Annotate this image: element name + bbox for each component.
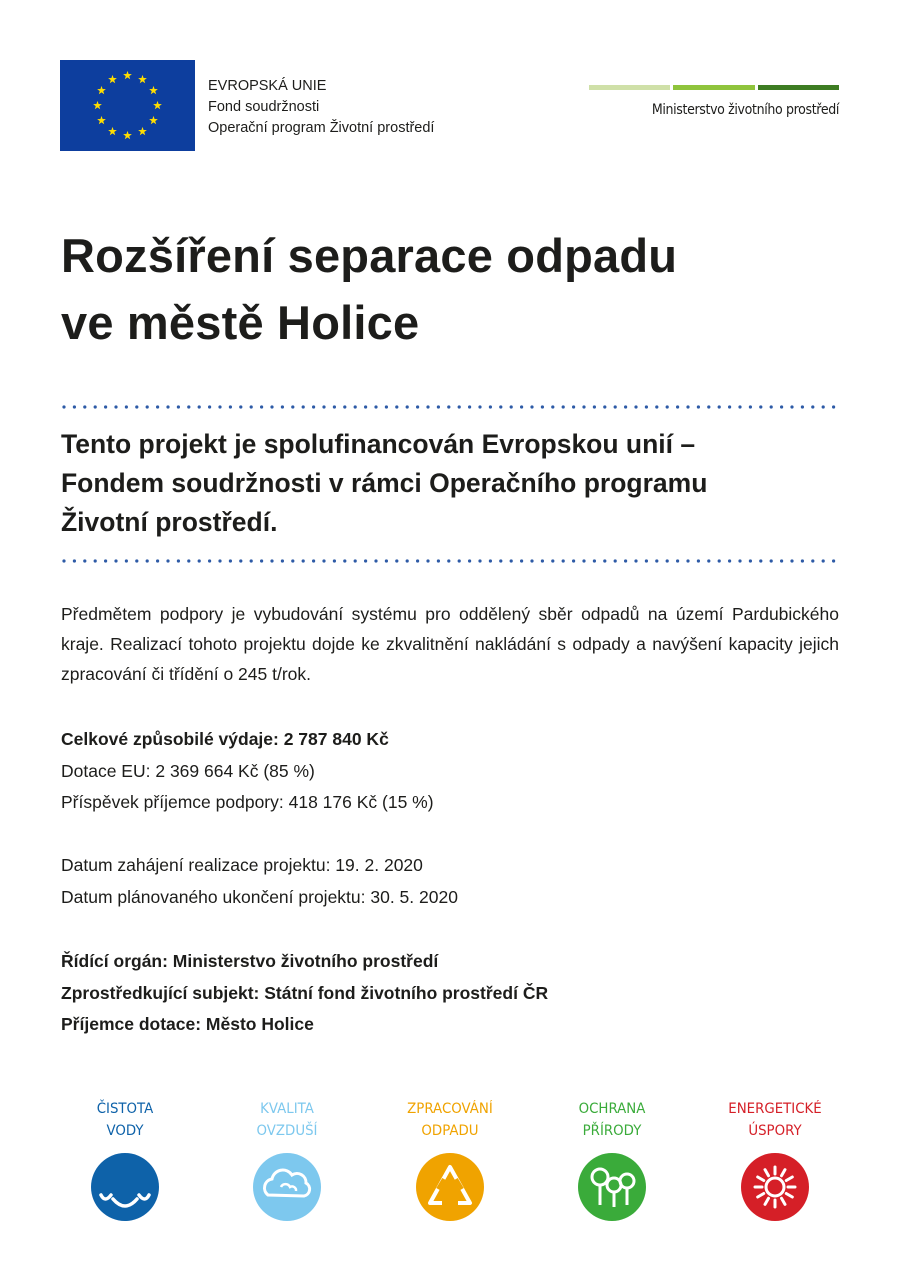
divider-dot (489, 559, 492, 562)
divider-dot (135, 405, 138, 408)
divider-dot (520, 405, 523, 408)
divider-dot (728, 405, 731, 408)
divider-dot (770, 405, 773, 408)
water-drop-icon (91, 1153, 159, 1221)
divider-dot (416, 405, 419, 408)
priority-nature (542, 1098, 682, 1226)
divider-dot (343, 559, 346, 562)
divider-dot (718, 405, 721, 408)
divider-dot (593, 405, 596, 408)
eu-line: EVROPSKÁ UNIE (208, 78, 327, 94)
divider-dot (62, 559, 65, 562)
divider-dot (426, 405, 429, 408)
divider-dot (697, 559, 700, 562)
divider-dot (614, 405, 617, 408)
recycle-triangle-icon (416, 1153, 484, 1221)
priority-label-line: ÚSPORY (748, 1123, 802, 1139)
divider-dot (468, 405, 471, 408)
divider-dot (749, 559, 752, 562)
eu-line: Fond soudržnosti (208, 99, 320, 115)
divider-dot (697, 405, 700, 408)
divider-dot (811, 559, 814, 562)
divider-dot (250, 559, 253, 562)
trees-icon (578, 1153, 646, 1221)
subtitle-line: Tento projekt je spolufinancován Evropskou unií – (61, 429, 696, 459)
divider-dot (187, 405, 190, 408)
divider-dot (94, 405, 97, 408)
divider-dot (478, 405, 481, 408)
bodies-block (61, 946, 841, 1041)
divider-dot (499, 559, 502, 562)
divider-dot (593, 559, 596, 562)
divider-dot (624, 559, 627, 562)
divider-dot (458, 405, 461, 408)
divider-dot (343, 405, 346, 408)
divider-dot (146, 559, 149, 562)
divider-dot (73, 559, 76, 562)
priority-label (386, 1098, 515, 1142)
dotted-divider (62, 559, 842, 563)
divider-dot (551, 405, 554, 408)
divider-dot (146, 405, 149, 408)
divider-dot (166, 559, 169, 562)
divider-dot (198, 405, 201, 408)
divider-dot (676, 405, 679, 408)
divider-dot (281, 405, 284, 408)
finance-block (61, 724, 841, 819)
priority-label-line: VODY (106, 1123, 144, 1139)
divider-dot (738, 559, 741, 562)
divider-dot (530, 559, 533, 562)
divider-dot (281, 559, 284, 562)
divider-dot (686, 405, 689, 408)
divider-dot (166, 405, 169, 408)
divider-dot (655, 405, 658, 408)
divider-dot (114, 559, 117, 562)
intermediary-body: Zprostředkující subjekt: Státní fond životního prostředí ČR (61, 982, 549, 1003)
eu-flag-logo (60, 60, 195, 151)
priority-water (55, 1098, 195, 1226)
priority-label-line: OVZDUŠÍ (256, 1123, 318, 1139)
divider-dot (801, 405, 804, 408)
divider-dot (333, 559, 336, 562)
divider-dot (395, 559, 398, 562)
divider-dot (437, 559, 440, 562)
divider-dot (270, 559, 273, 562)
dotted-divider (62, 405, 842, 409)
divider-dot (634, 559, 637, 562)
divider-dot (489, 405, 492, 408)
divider-dot (177, 405, 180, 408)
divider-dot (499, 405, 502, 408)
divider-dot (510, 405, 513, 408)
divider-dot (562, 559, 565, 562)
ministry-color-bars (589, 85, 839, 90)
priority-waste (380, 1098, 520, 1226)
divider-dot (354, 405, 357, 408)
divider-dot (322, 559, 325, 562)
divider-dot (780, 405, 783, 408)
divider-dot (83, 559, 86, 562)
divider-dot (198, 559, 201, 562)
project-description: Předmětem podpory je vybudování systému pro oddělený sběr odpadů na území Pardubického kraje. Realizací tohoto projektu dojde ke zkvalitnění nakládání s odpady a navýšení kapacity jejich zpracování či třídění o 245 t/rok. (61, 604, 839, 684)
divider-dot (738, 405, 741, 408)
divider-dot (218, 559, 221, 562)
eu-line: Operační program Životní prostředí (208, 120, 435, 136)
divider-dot (291, 405, 294, 408)
priority-label-line: ZPRACOVÁNÍ (407, 1101, 493, 1117)
divider-dot (374, 559, 377, 562)
divider-dot (208, 405, 211, 408)
priority-label (223, 1098, 352, 1142)
divider-dot (686, 559, 689, 562)
divider-dot (832, 559, 835, 562)
divider-dot (478, 559, 481, 562)
divider-dot (260, 559, 263, 562)
divider-dot (582, 559, 585, 562)
divider-dot (177, 559, 180, 562)
divider-dot (790, 559, 793, 562)
divider-dot (94, 559, 97, 562)
divider-dot (62, 405, 65, 408)
divider-dot (614, 559, 617, 562)
priority-label-line: ČISTOTA (96, 1101, 154, 1117)
total-costs: Celkové způsobilé výdaje: 2 787 840 Kč (61, 729, 389, 749)
divider-dot (374, 405, 377, 408)
cloud-icon (253, 1153, 321, 1221)
divider-dot (135, 559, 138, 562)
divider-dot (302, 559, 305, 562)
divider-dot (114, 405, 117, 408)
priority-label-line: PŘÍRODY (582, 1123, 642, 1139)
divider-dot (354, 559, 357, 562)
divider-dot (530, 405, 533, 408)
divider-dot (780, 559, 783, 562)
divider-dot (458, 559, 461, 562)
subtitle-line: Životní prostředí. (61, 507, 278, 537)
divider-dot (468, 559, 471, 562)
divider-dot (208, 559, 211, 562)
divider-dot (707, 405, 710, 408)
divider-dot (291, 559, 294, 562)
managing-authority: Řídící orgán: Ministerstvo životního prostředí (61, 951, 439, 971)
ministry-logo (589, 85, 839, 118)
divider-dot (385, 405, 388, 408)
eu-program-text (208, 76, 434, 139)
divider-dot (437, 405, 440, 408)
priority-icons (55, 1098, 865, 1228)
divider-dot (406, 559, 409, 562)
ministry-bar (673, 85, 754, 90)
sun-icon (741, 1153, 809, 1221)
divider-dot (83, 405, 86, 408)
divider-dot (645, 559, 648, 562)
divider-dot (229, 405, 232, 408)
divider-dot (270, 405, 273, 408)
divider-dot (312, 559, 315, 562)
priority-label-line: KVALITA (260, 1101, 314, 1117)
divider-dot (302, 405, 305, 408)
priority-energy (705, 1098, 845, 1226)
divider-dot (572, 405, 575, 408)
divider-dot (707, 559, 710, 562)
divider-dot (582, 405, 585, 408)
ministry-bar (589, 85, 670, 90)
divider-dot (250, 405, 253, 408)
project-subtitle (61, 425, 851, 542)
divider-dot (510, 559, 513, 562)
priority-label-line: OCHRANA (578, 1101, 646, 1117)
divider-dot (385, 559, 388, 562)
priority-label (548, 1098, 677, 1142)
divider-dot (520, 559, 523, 562)
divider-dot (541, 559, 544, 562)
divider-dot (801, 559, 804, 562)
divider-dot (229, 559, 232, 562)
divider-dot (822, 559, 825, 562)
divider-dot (426, 559, 429, 562)
divider-dot (187, 559, 190, 562)
divider-dot (322, 405, 325, 408)
divider-dot (832, 405, 835, 408)
eu-subsidy: Dotace EU: 2 369 664 Kč (85 %) (61, 760, 315, 781)
page-title (61, 222, 861, 356)
divider-dot (364, 559, 367, 562)
divider-dot (447, 405, 450, 408)
divider-dot (156, 559, 159, 562)
divider-dot (395, 405, 398, 408)
divider-dot (312, 405, 315, 408)
divider-dot (541, 405, 544, 408)
divider-dot (666, 405, 669, 408)
priority-label-line: ODPADU (421, 1123, 479, 1139)
divider-dot (125, 405, 128, 408)
title-line: Rozšíření separace odpadu (61, 229, 678, 282)
divider-dot (728, 559, 731, 562)
divider-dot (718, 559, 721, 562)
priority-label (711, 1098, 840, 1142)
divider-dot (562, 405, 565, 408)
divider-dot (73, 405, 76, 408)
divider-dot (770, 559, 773, 562)
divider-dot (790, 405, 793, 408)
priority-label (61, 1098, 190, 1142)
divider-dot (260, 405, 263, 408)
divider-dot (156, 405, 159, 408)
divider-dot (603, 559, 606, 562)
subtitle-line: Fondem soudržnosti v rámci Operačního programu (61, 468, 708, 498)
priority-label-line: ENERGETICKÉ (728, 1101, 822, 1117)
dates-block (61, 850, 841, 913)
divider-dot (104, 559, 107, 562)
divider-dot (759, 405, 762, 408)
divider-dot (666, 559, 669, 562)
divider-dot (655, 559, 658, 562)
divider-dot (104, 405, 107, 408)
divider-dot (572, 559, 575, 562)
title-line: ve městě Holice (61, 296, 420, 349)
divider-dot (333, 405, 336, 408)
divider-dot (759, 559, 762, 562)
recipient-contribution: Příspěvek příjemce podpory: 418 176 Kč (15 %) (61, 792, 434, 812)
start-date: Datum zahájení realizace projektu: 19. 2. 2020 (61, 855, 423, 875)
divider-dot (364, 405, 367, 408)
divider-dot (624, 405, 627, 408)
divider-dot (749, 405, 752, 408)
end-date: Datum plánovaného ukončení projektu: 30. 5. 2020 (61, 886, 458, 907)
priority-air (217, 1098, 357, 1226)
divider-dot (125, 559, 128, 562)
divider-dot (239, 559, 242, 562)
divider-dot (645, 405, 648, 408)
divider-dot (634, 405, 637, 408)
grant-recipient: Příjemce dotace: Město Holice (61, 1014, 314, 1034)
divider-dot (239, 405, 242, 408)
divider-dot (811, 405, 814, 408)
divider-dot (406, 405, 409, 408)
divider-dot (218, 405, 221, 408)
ministry-name: Ministerstvo životního prostředí (651, 102, 839, 118)
ministry-bar (758, 85, 839, 90)
divider-dot (416, 559, 419, 562)
divider-dot (551, 559, 554, 562)
divider-dot (676, 559, 679, 562)
divider-dot (603, 405, 606, 408)
divider-dot (447, 559, 450, 562)
divider-dot (822, 405, 825, 408)
